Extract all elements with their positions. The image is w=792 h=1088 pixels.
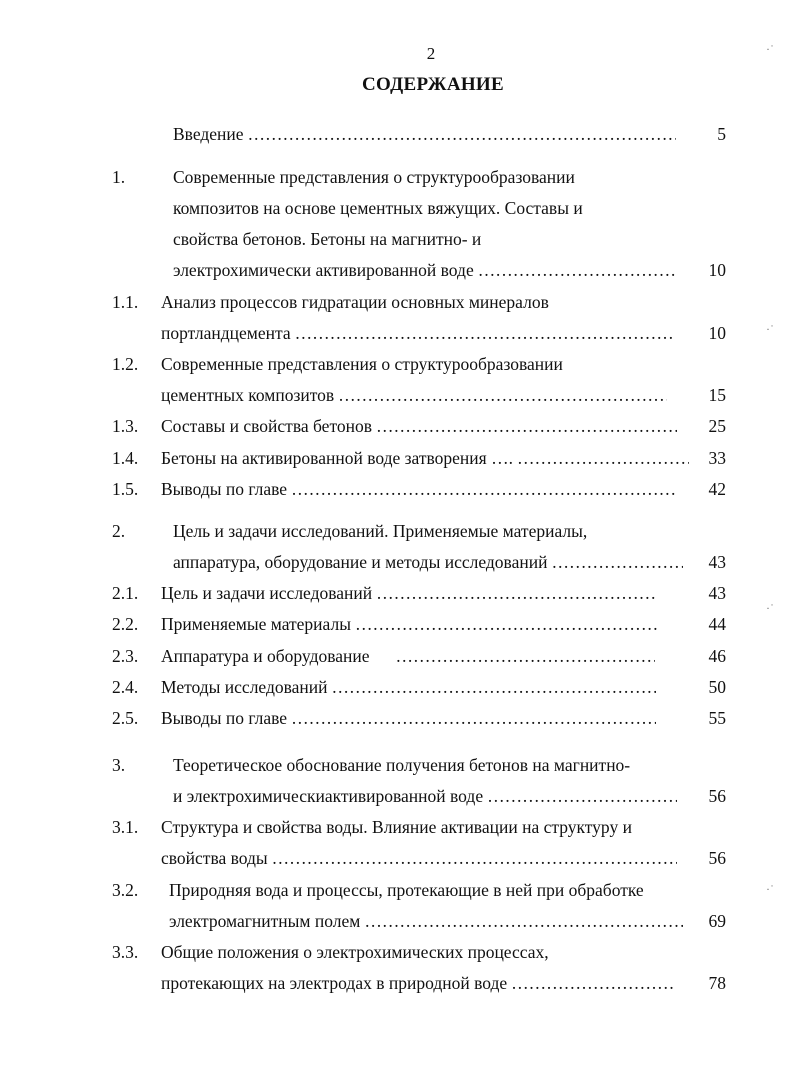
toc-entry-title bbox=[161, 287, 674, 349]
toc-line: Современные представления о структурообразовании bbox=[161, 354, 563, 374]
leader-dots bbox=[291, 318, 674, 349]
toc-line: электрохимически активированной воде bbox=[173, 260, 474, 280]
toc-line: Цель и задачи исследований bbox=[161, 583, 373, 603]
toc-line: свойства бетонов. Бетоны на магнитно- и bbox=[173, 229, 482, 249]
toc-line: аппаратура, оборудование и методы исследований bbox=[173, 552, 548, 572]
toc-entry-title bbox=[161, 609, 658, 640]
toc-entry-title bbox=[161, 443, 689, 474]
leader-dots bbox=[474, 255, 678, 286]
toc-line: Цель и задачи исследований. Применяемые материалы, bbox=[173, 521, 588, 541]
toc-line: Аппаратура и оборудование bbox=[161, 646, 370, 666]
toc-number: 2.2. bbox=[112, 614, 139, 634]
toc-number: 1.4. bbox=[112, 448, 139, 468]
toc-number: 2.4. bbox=[112, 677, 139, 697]
toc-page: 44 bbox=[708, 614, 726, 634]
toc-page: 25 bbox=[708, 416, 726, 436]
toc-number: 2.3. bbox=[112, 646, 139, 666]
toc-line: Структура и свойства воды. Влияние активации на структуру и bbox=[161, 817, 632, 837]
toc-entry-title bbox=[173, 750, 677, 812]
leader-dots bbox=[372, 411, 677, 442]
toc-number: 2. bbox=[112, 521, 126, 541]
toc-line: портландцемента bbox=[161, 323, 291, 343]
toc-number: 1. bbox=[112, 167, 126, 187]
toc-page: 10 bbox=[708, 260, 726, 280]
scan-speck: ·˙ bbox=[766, 42, 774, 56]
toc-entry-title bbox=[161, 474, 678, 505]
toc-line: свойства воды bbox=[161, 848, 268, 868]
leader-dots bbox=[360, 906, 683, 937]
toc-page: 56 bbox=[708, 848, 726, 868]
toc-line: протекающих на электродах в природной воде bbox=[161, 973, 508, 993]
leader-dots bbox=[287, 474, 678, 505]
leader-dots bbox=[244, 119, 676, 150]
toc-line: Выводы по главе bbox=[161, 479, 288, 499]
leader-dots bbox=[351, 609, 658, 640]
toc-entry-title bbox=[169, 875, 683, 937]
toc-line: Выводы по главе bbox=[161, 708, 288, 728]
toc-entry-title bbox=[161, 641, 655, 672]
toc-line: Природняя вода и процессы, протекающие в ней при обработке bbox=[169, 880, 644, 900]
toc-entry-title bbox=[173, 119, 676, 150]
toc-page: 56 bbox=[708, 786, 726, 806]
leader-dots bbox=[334, 380, 667, 411]
toc-line: Бетоны на активированной воде затворения …. bbox=[161, 448, 513, 468]
page-number: 2 bbox=[426, 44, 436, 63]
toc-line: Применяемые материалы bbox=[161, 614, 351, 634]
page-title: СОДЕРЖАНИЕ bbox=[362, 74, 504, 95]
toc-entry-title bbox=[161, 937, 674, 999]
toc-line: Теоретическое обоснование получения бетонов на магнитно- bbox=[173, 755, 631, 775]
toc-page: 69 bbox=[708, 911, 726, 931]
toc-entry-title bbox=[161, 349, 667, 411]
toc-line: Методы исследований bbox=[161, 677, 328, 697]
toc-page: 46 bbox=[708, 646, 726, 666]
toc-page: 10 bbox=[708, 323, 726, 343]
toc-entry-title bbox=[161, 672, 656, 703]
toc-line: Составы и свойства бетонов bbox=[161, 416, 372, 436]
leader-dots bbox=[287, 703, 656, 734]
toc-line: Введение bbox=[173, 124, 244, 144]
toc-line: Современные представления о структурообразовании bbox=[173, 167, 575, 187]
toc-entry-title bbox=[161, 812, 677, 874]
toc-number: 1.1. bbox=[112, 292, 139, 312]
toc-entry-title bbox=[161, 703, 656, 734]
toc-number: 3.1. bbox=[112, 817, 139, 837]
scan-speck: ·˙ bbox=[766, 882, 774, 896]
toc-entry-title bbox=[161, 578, 658, 609]
toc-number: 1.2. bbox=[112, 354, 139, 374]
toc-page: 15 bbox=[708, 385, 726, 405]
toc-line: и электрохимическиактивированной воде bbox=[173, 786, 484, 806]
toc-page: 50 bbox=[708, 677, 726, 697]
leader-dots bbox=[328, 672, 656, 703]
leader-dots bbox=[547, 547, 683, 578]
leader-dots bbox=[507, 968, 674, 999]
leader-dots bbox=[513, 443, 689, 474]
toc-number: 3.3. bbox=[112, 942, 139, 962]
toc-line: цементных композитов bbox=[161, 385, 335, 405]
toc-entry-title bbox=[173, 162, 678, 286]
leader-dots bbox=[483, 781, 677, 812]
toc-line: электромагнитным полем bbox=[169, 911, 361, 931]
toc-line: Анализ процессов гидратации основных минералов bbox=[161, 292, 549, 312]
leader-dots bbox=[268, 843, 677, 874]
toc-entry-title bbox=[161, 411, 677, 442]
toc-number: 3. bbox=[112, 755, 126, 775]
toc-page: 43 bbox=[708, 552, 726, 572]
scan-speck: ·˙ bbox=[766, 322, 774, 336]
toc-page: 5 bbox=[717, 124, 726, 144]
toc-number: 3.2. bbox=[112, 880, 139, 900]
leader-dots bbox=[372, 578, 658, 609]
toc-page: 42 bbox=[708, 479, 726, 499]
toc-page: 33 bbox=[708, 448, 726, 468]
scan-speck: ·˙ bbox=[766, 601, 774, 615]
toc-number: 1.5. bbox=[112, 479, 139, 499]
toc-number: 2.1. bbox=[112, 583, 139, 603]
toc-line: композитов на основе цементных вяжущих. Составы и bbox=[173, 198, 583, 218]
toc-page: 78 bbox=[708, 973, 726, 993]
toc-page: 55 bbox=[708, 708, 726, 728]
toc-entry-title bbox=[173, 516, 683, 578]
toc-number: 1.3. bbox=[112, 416, 139, 436]
toc-page: 43 bbox=[708, 583, 726, 603]
toc-number: 2.5. bbox=[112, 708, 139, 728]
toc-line: Общие положения о электрохимических процессах, bbox=[161, 942, 549, 962]
leader-dots bbox=[392, 641, 655, 672]
